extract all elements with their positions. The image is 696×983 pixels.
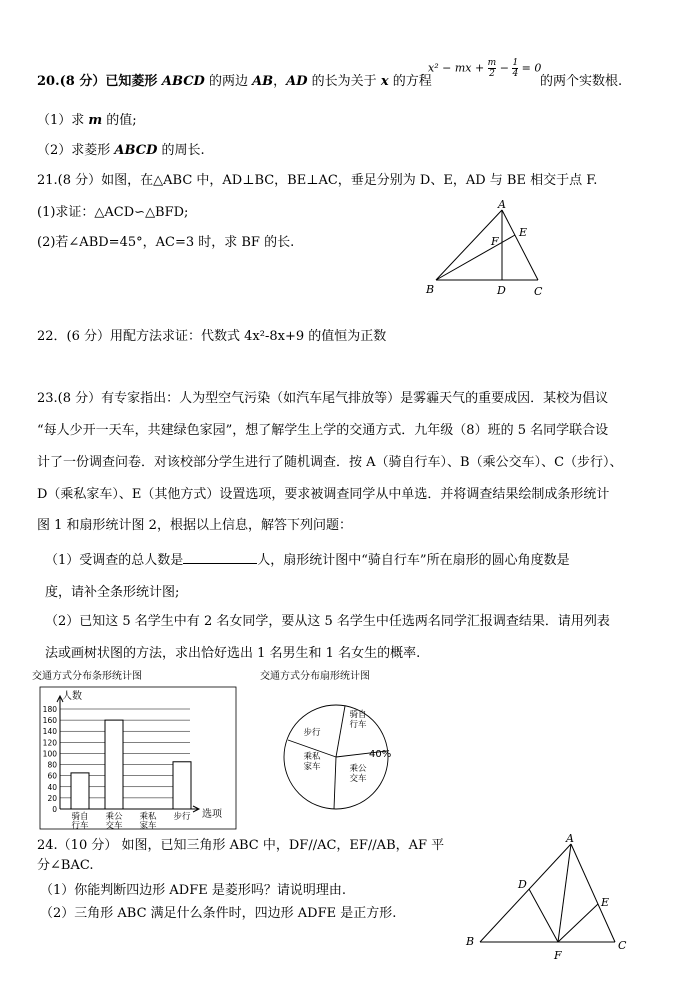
q24-segment-df	[529, 889, 558, 942]
pie-slice-label-0: 骑自	[349, 710, 367, 720]
q24-figure	[460, 832, 640, 964]
q24-part2: （2）三角形 ABC 满足什么条件时，四边形 ADFE 是正方形.	[40, 906, 397, 921]
bar-yticks	[43, 705, 58, 814]
pie-divider-1	[336, 706, 345, 757]
bar-mark-1	[105, 720, 123, 809]
bar-ytick-label: 60	[47, 771, 57, 781]
q22-stem: 22．(6 分）用配方法求证：代数式 4x²-8x+9 的值恒为正数	[37, 329, 387, 344]
q23-line5: 图 1 和扇形统计图 2，根据以上信息，解答下列问题：	[37, 518, 352, 533]
pie-slice-label-1: 交车	[349, 774, 367, 784]
q24-label-c: C	[618, 939, 627, 952]
q20-mid3: 的方程	[388, 74, 432, 89]
bar-ytick-label: 160	[42, 716, 57, 726]
q21-stem: 21.(8 分）如图，在△ABC 中，AD⊥BC，BE⊥AC，垂足分别为 D、E，AD 与 BE 相交于点 F.	[37, 173, 598, 188]
q24-label-a: A	[566, 832, 574, 845]
q23-p1-b: 人，扇形统计图中“骑自行车”所在扇形的圆心角度数是	[257, 553, 570, 568]
pie-chart	[250, 665, 410, 825]
q20-p2-b: 的周长.	[157, 143, 205, 158]
q20-ad: AD	[286, 74, 308, 89]
q21-altitude-be	[436, 235, 515, 280]
q21-label-f: F	[491, 235, 499, 248]
q20-part2	[37, 142, 205, 160]
q23-part1-cont	[45, 581, 179, 602]
eq-frac1	[488, 58, 497, 79]
q23-line2: “每人少开一天车，共建绿色家园”，想了解学生上学的交通方式．九年级（8）班的 5 名同学联合设	[37, 423, 609, 438]
q24-line1: 24.（10 分） 如图，已知三角形 ABC 中，DF//AC，EF//AB，AF 平	[37, 838, 445, 853]
q20-abcd: ABCD	[161, 74, 205, 89]
q24-label-e: E	[601, 896, 610, 909]
pie-slice-label-2: 家车	[303, 762, 321, 772]
q20-mid1: 的两边	[204, 74, 253, 89]
bar-xtick-label: 乘公	[105, 812, 123, 822]
q21-part1: (1)求证：△ACD∽△BFD;	[37, 205, 189, 220]
q23-line3: 计了一份调查问卷．对该校部分学生进行了随机调查．按 A（骑自行车）、B（乘公交车）、C（步行）、	[37, 455, 623, 470]
q24-label-f: F	[554, 949, 562, 962]
q20-head: 20.(8 分）已知菱形	[37, 74, 162, 89]
pie-annotation: 40%	[369, 749, 392, 760]
bar-chart-title: 交通方式分布条形统计图	[32, 671, 142, 682]
bar-ylabel: 人数	[62, 691, 82, 702]
pie-slice-label-2: 乘私	[303, 752, 321, 762]
q21-label-b: B	[426, 283, 435, 296]
bar-xticks	[71, 811, 191, 831]
q21-label-c: C	[534, 285, 543, 298]
answer-blank[interactable]	[183, 549, 257, 564]
q20-p2-abcd: ABCD	[114, 143, 158, 158]
bar-ytick-label: 20	[47, 793, 57, 803]
bar-ytick-label: 100	[42, 749, 57, 759]
bar-ytick-label: 120	[42, 738, 57, 748]
q24-part1: （1）你能判断四边形 ADFE 是菱形吗？请说明理由.	[40, 883, 346, 898]
q23-part2: （2）已知这 5 名学生中有 2 名女同学，要从这 5 名学生中任选两名同学汇报调查结果．请用列表	[45, 614, 610, 629]
q24-bisector-af	[558, 844, 571, 942]
pie-divider-3	[334, 757, 336, 809]
pie-slice-label-1: 乘公	[349, 764, 367, 774]
eq-frac2-den: 4	[512, 69, 519, 79]
bar-xtick-label: 行车	[71, 821, 89, 831]
q20-p2-a: （2）求菱形	[37, 143, 115, 158]
q20-comma: ，	[273, 74, 287, 89]
eq-part2: = 0	[518, 61, 542, 75]
q23-p1-c: 度，请补全条形统计图;	[45, 585, 180, 600]
bar-xtick-label: 家车	[139, 821, 157, 831]
q23-part1	[45, 549, 570, 570]
eq-part1: x² − mx +	[428, 61, 488, 75]
bar-ytick-label: 40	[47, 782, 57, 792]
q24-label-d: D	[518, 878, 527, 891]
bar-chart	[30, 665, 240, 835]
bar-mark-3	[173, 762, 191, 809]
q21-side-ac	[502, 210, 538, 280]
eq-frac1-den: 2	[489, 69, 495, 79]
q24-segment-ef	[558, 904, 598, 942]
bar-xtick-label: 步行	[173, 812, 191, 822]
q20-p1-m: m	[88, 113, 103, 128]
bar-ytick-label: 80	[47, 760, 57, 770]
bar-ytick-label: 140	[42, 727, 57, 737]
q20-x: x	[380, 74, 389, 89]
eq-frac1-num: m	[487, 58, 497, 68]
q21-label-e: E	[519, 226, 528, 239]
eq-frac2-num: 1	[512, 58, 519, 68]
q24-side-ab	[480, 844, 571, 942]
eq-minus: −	[496, 61, 513, 75]
bar-mark-0	[71, 773, 89, 809]
q24-label-b: B	[466, 935, 475, 948]
bar-ytick-label: 180	[42, 705, 57, 714]
bar-ytick-label: 0	[52, 805, 57, 814]
q20-p1-a: （1）求	[37, 113, 89, 128]
q24-side-ac	[571, 844, 615, 942]
q21-label-a: A	[498, 198, 506, 211]
bar-xlabel: 选项	[202, 809, 222, 820]
q20-part1	[37, 112, 137, 130]
q20-mid2: 的长为关于	[307, 74, 381, 89]
q20-equation	[428, 58, 541, 79]
bar-xtick-label: 乘私	[139, 812, 157, 822]
q21-part2: (2)若∠ABD=45°，AC=3 时，求 BF 的长.	[37, 235, 295, 250]
bar-xtick-label: 交车	[105, 821, 123, 831]
q23-line4: D（乘私家车）、E（其他方式）设置选项，要求被调查同学从中单选．并将调查结果绘制成条形统计	[37, 487, 610, 502]
q24-line2: 分∠BAC.	[37, 858, 94, 873]
pie-slice-label-3: 步行	[303, 728, 321, 738]
q20-p1-b: 的值;	[102, 113, 137, 128]
q21-figure	[418, 198, 558, 300]
q20-stem	[37, 73, 432, 91]
q23-line1: 23.(8 分）有专家指出：人为型空气污染（如汽车尾气排放等）是雾霾天气的重要成因．某校为倡议	[37, 391, 609, 406]
bar-chart-frame	[40, 687, 236, 829]
q21-label-d: D	[497, 284, 506, 297]
bar-xtick-label: 骑自	[71, 812, 89, 822]
pie-chart-title: 交通方式分布扇形统计图	[260, 671, 370, 682]
q23-p1-a: （1）受调查的总人数是	[45, 553, 184, 568]
q20-ab: AB	[252, 74, 274, 89]
pie-slice-label-0: 行车	[349, 720, 367, 730]
q20-tail: 的两个实数根.	[540, 74, 623, 89]
q23-part2-cont: 法或画树状图的方法，求出恰好选出 1 名男生和 1 名女生的概率.	[45, 646, 421, 661]
